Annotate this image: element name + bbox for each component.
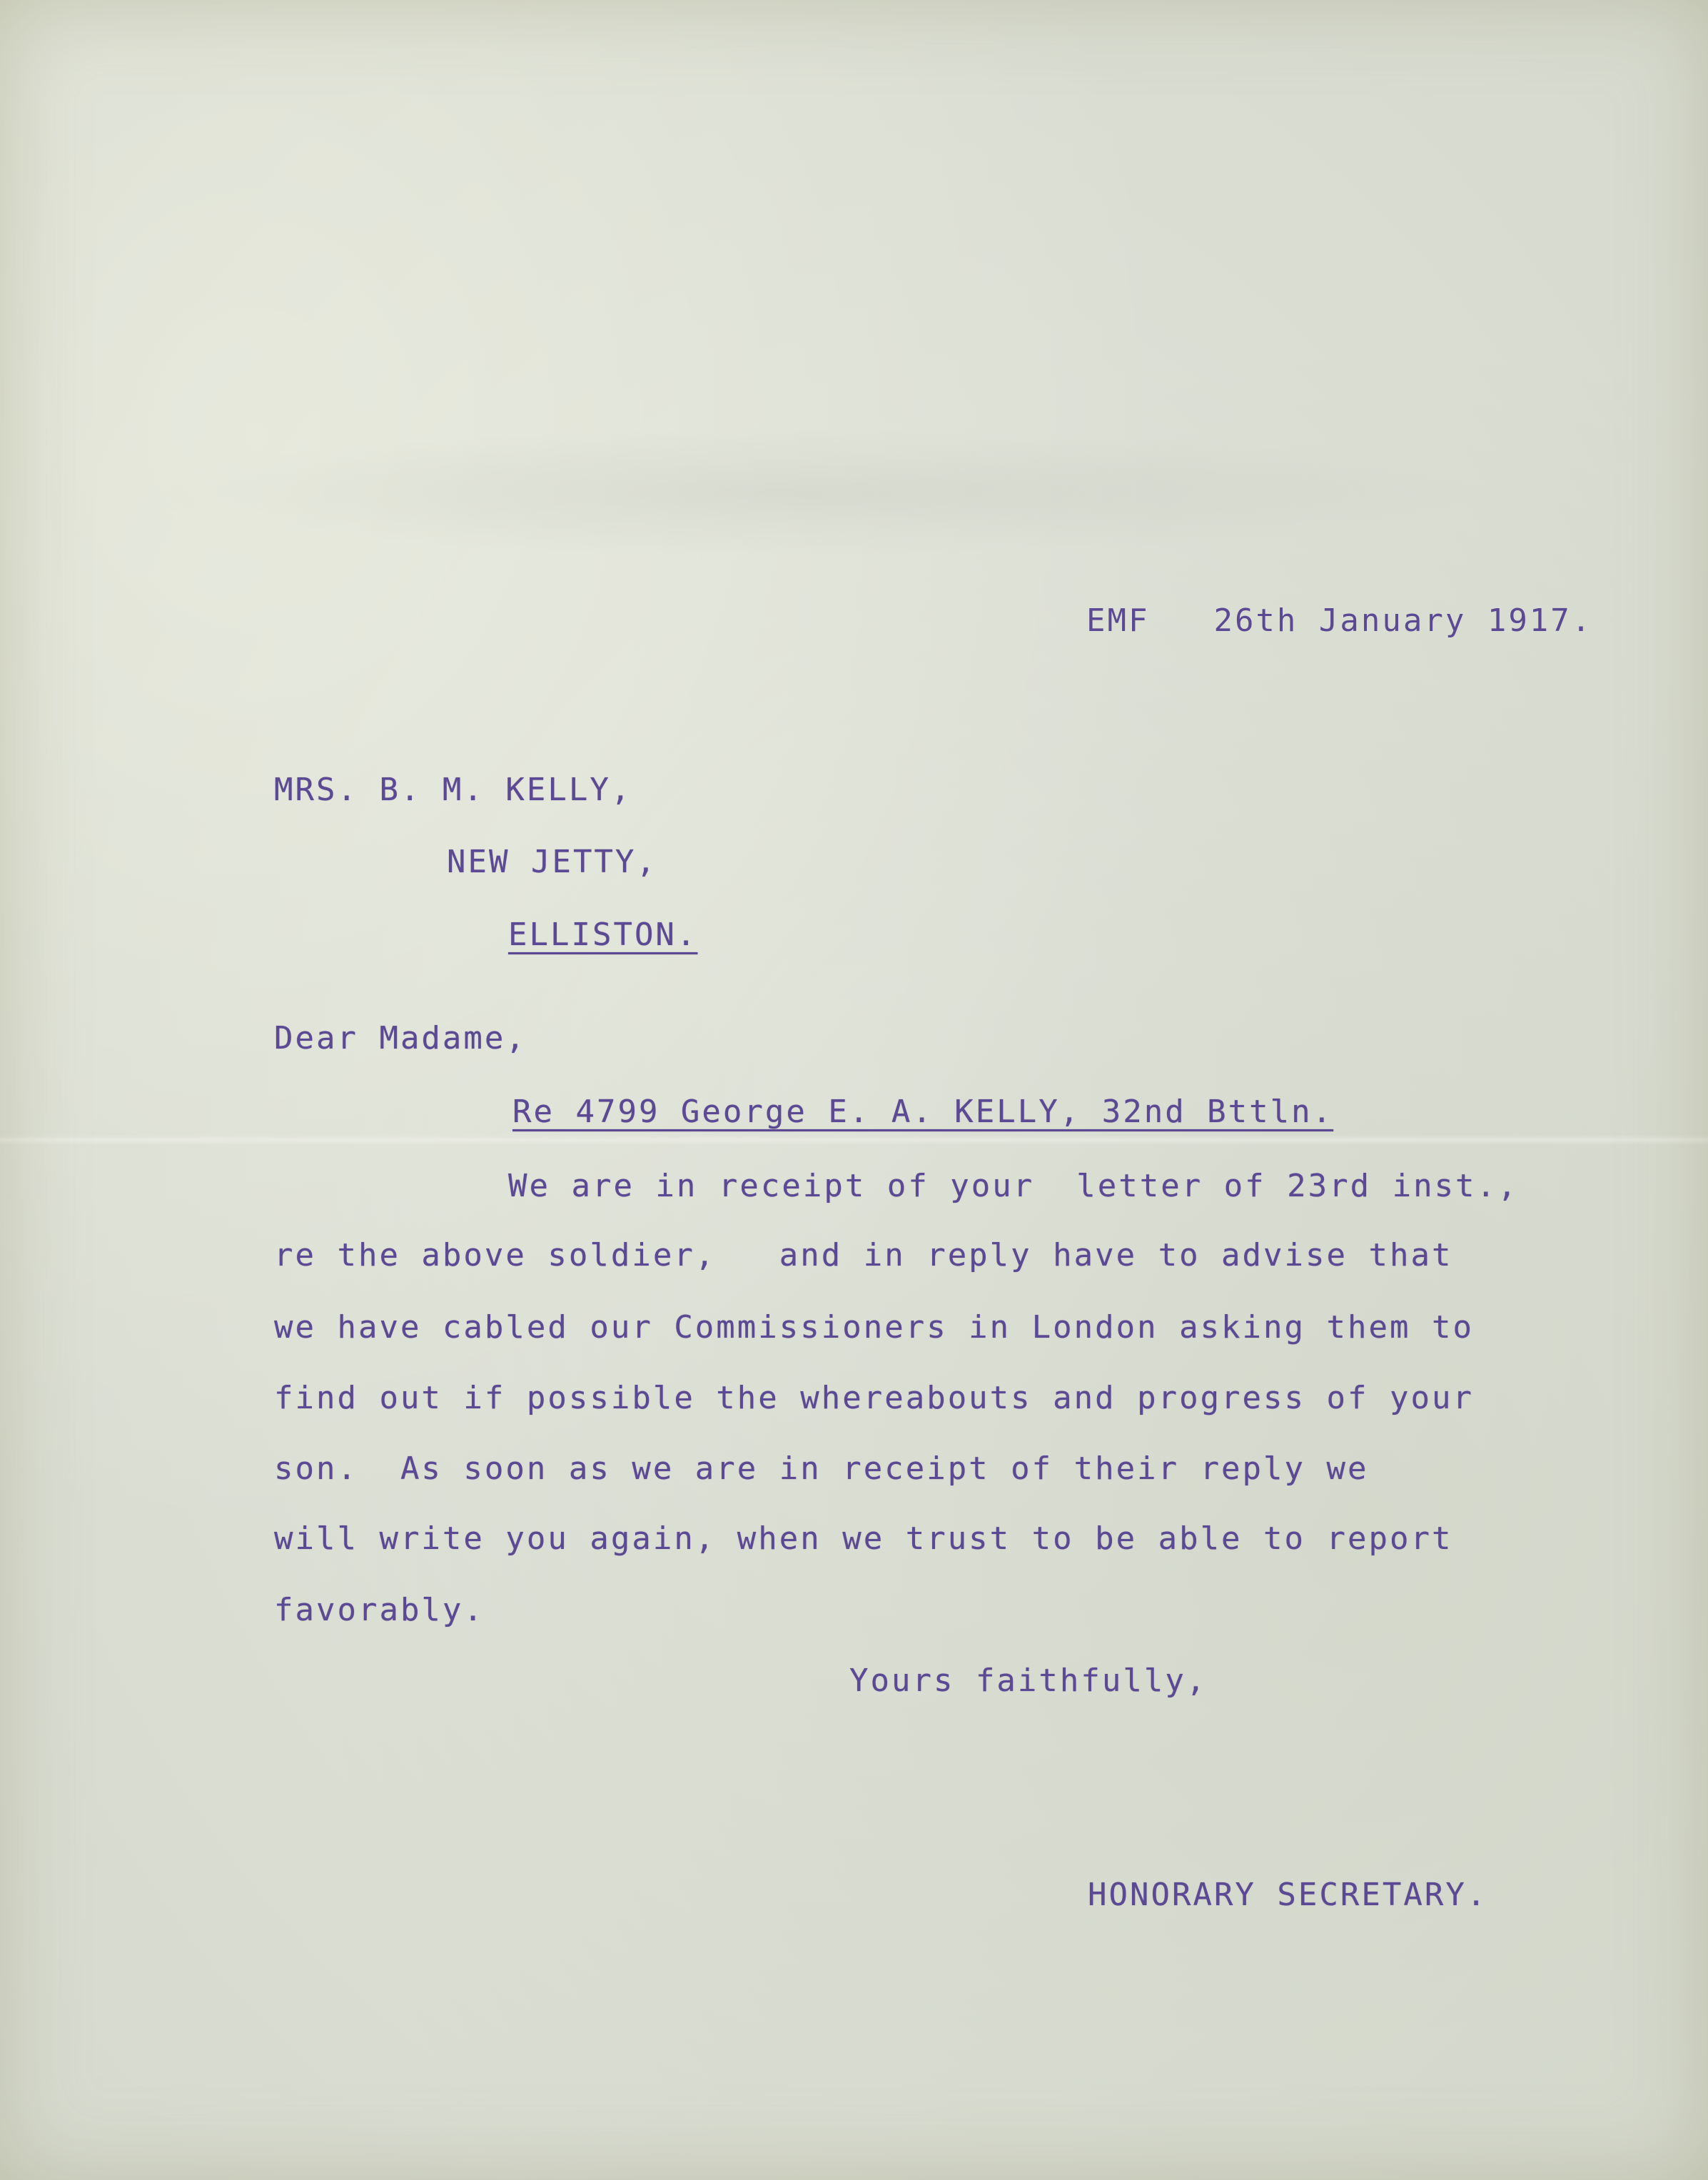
signature-title: HONORARY SECRETARY. (1088, 1877, 1488, 1913)
recipient-name: MRS. B. M. KELLY, (274, 772, 632, 808)
letter-date: 26th January 1917. (1213, 602, 1593, 639)
salutation: Dear Madame, (274, 1020, 527, 1056)
body-line: favorably. (274, 1592, 485, 1628)
body-line: son. As soon as we are in receipt of their reply we (274, 1450, 1369, 1487)
recipient-town: ELLISTON. (508, 917, 698, 953)
recipient-street: NEW JETTY, (447, 844, 657, 880)
body-line: will write you again, when we trust to be able to report (274, 1520, 1453, 1557)
typist-initials: EMF (1086, 602, 1150, 639)
closing: Yours faithfully, (849, 1662, 1208, 1699)
body-line: find out if possible the whereabouts and progress of your (274, 1380, 1474, 1416)
body-line: we have cabled our Commissioners in London asking them to (274, 1309, 1474, 1346)
date-line (1002, 566, 1592, 675)
paper-fold-line (0, 1135, 1708, 1145)
body-line: We are in receipt of your letter of 23rd inst., (508, 1168, 1519, 1204)
faded-letterhead-watermark (128, 428, 1485, 557)
body-line: re the above soldier, and in reply have to advise that (274, 1237, 1453, 1273)
subject-line: Re 4799 George E. A. KELLY, 32nd Bttln. (512, 1094, 1334, 1130)
